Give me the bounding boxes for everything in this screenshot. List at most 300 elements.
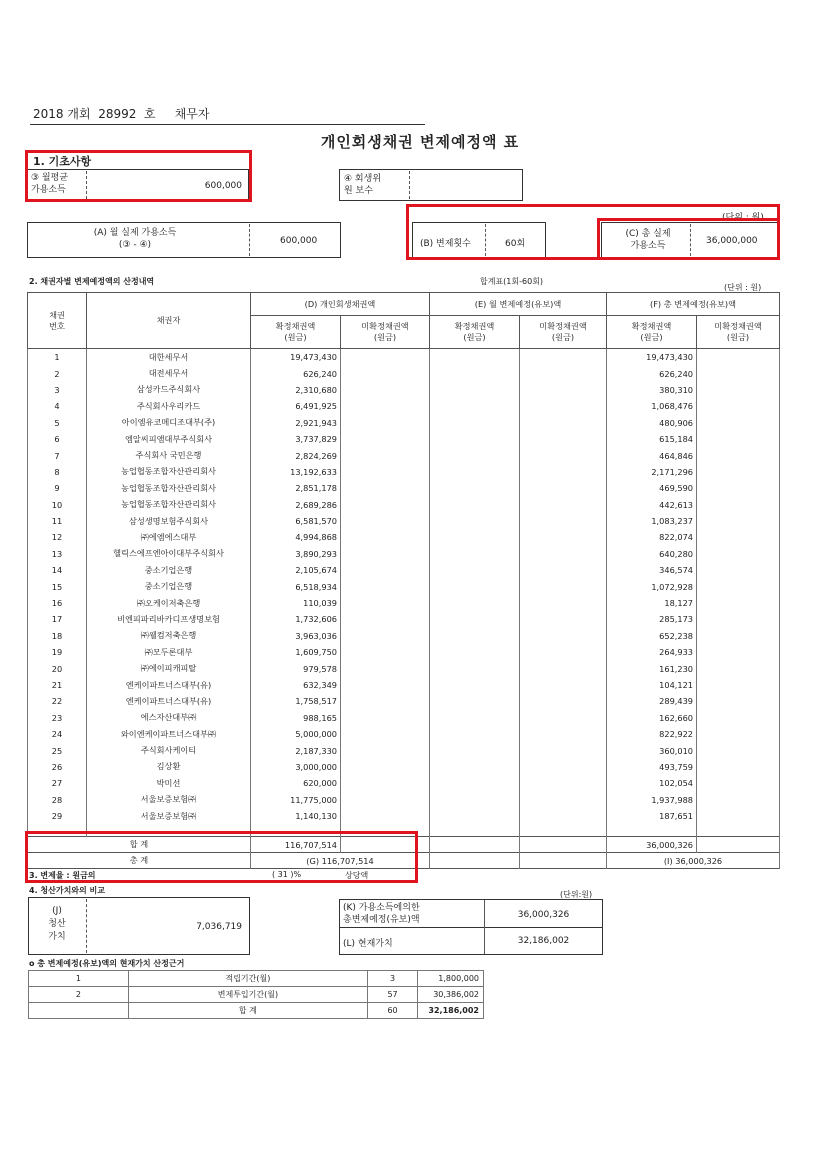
row-monthly-unconfirmed — [520, 611, 607, 627]
row-total-confirmed: 1,072,928 — [607, 578, 697, 594]
sum-d: 116,707,514 — [251, 837, 341, 853]
row-total-confirmed: 480,906 — [607, 415, 697, 431]
c-value: 36,000,000 — [706, 236, 758, 246]
sub-confirmed: 확정채권액 (원금) — [251, 316, 341, 349]
sum-f: 36,000,326 — [607, 837, 697, 853]
k-value: 36,000,326 — [517, 910, 570, 920]
row-unconfirmed-amount — [341, 677, 430, 693]
row-monthly-confirmed — [430, 447, 520, 463]
row-total-confirmed: 640,280 — [607, 546, 697, 562]
table-row — [28, 660, 780, 676]
row-total-confirmed: 162,660 — [607, 710, 697, 726]
plan-row — [29, 971, 484, 987]
row-monthly-unconfirmed — [520, 562, 607, 578]
row-no: 12 — [28, 529, 87, 545]
row-confirmed-amount: 620,000 — [251, 775, 341, 791]
row-no: 11 — [28, 513, 87, 529]
row-creditor: 중소기업은행 — [87, 578, 251, 594]
row-total-unconfirmed — [697, 611, 780, 627]
row-total-confirmed: 1,068,476 — [607, 398, 697, 414]
row-unconfirmed-amount — [341, 578, 430, 594]
row-no: 9 — [28, 480, 87, 496]
row-monthly-confirmed — [430, 578, 520, 594]
row-confirmed-amount: 6,581,570 — [251, 513, 341, 529]
table-row — [28, 578, 780, 594]
row-no: 18 — [28, 628, 87, 644]
section4-unit: (단위:원) — [560, 890, 593, 899]
table-row — [28, 546, 780, 562]
row-monthly-confirmed — [430, 644, 520, 660]
table-row — [28, 775, 780, 791]
row-total-confirmed: 264,933 — [607, 644, 697, 660]
table-row — [28, 562, 780, 578]
row-no: 25 — [28, 742, 87, 758]
row-monthly-confirmed — [430, 595, 520, 611]
row-creditor: ㈜에엠에스대부 — [87, 529, 251, 545]
row-no: 17 — [28, 611, 87, 627]
row-total-unconfirmed — [697, 529, 780, 545]
row-total-unconfirmed — [697, 415, 780, 431]
row-creditor: 박미선 — [87, 775, 251, 791]
row-monthly-confirmed — [430, 611, 520, 627]
row-total-unconfirmed — [697, 742, 780, 758]
row-no: 13 — [28, 546, 87, 562]
row-no: 16 — [28, 595, 87, 611]
divider — [86, 899, 87, 953]
row-unconfirmed-amount — [341, 464, 430, 480]
table-row — [28, 611, 780, 627]
row-no: 23 — [28, 710, 87, 726]
row-creditor: 와이엔케이파트너스대부㈜ — [87, 726, 251, 742]
row-total-unconfirmed — [697, 792, 780, 808]
row-creditor: 헬릭스에프엔아이대부주식회사 — [87, 546, 251, 562]
row-creditor: 대전세무서 — [87, 365, 251, 381]
j-value: 7,036,719 — [196, 922, 242, 932]
row-creditor: 대한세무서 — [87, 349, 251, 366]
table-row — [28, 595, 780, 611]
row-monthly-unconfirmed — [520, 349, 607, 366]
row-no: 24 — [28, 726, 87, 742]
row-total-confirmed: 626,240 — [607, 365, 697, 381]
plan-row-months: 57 — [368, 987, 418, 1003]
row-total-confirmed: 18,127 — [607, 595, 697, 611]
row-no: 28 — [28, 792, 87, 808]
row-unconfirmed-amount — [341, 710, 430, 726]
row-confirmed-amount: 2,310,680 — [251, 382, 341, 398]
row-monthly-confirmed — [430, 562, 520, 578]
sub-unconfirmed: 미확정채권액 (원금) — [697, 316, 780, 349]
table-row — [28, 677, 780, 693]
row-total-unconfirmed — [697, 693, 780, 709]
section2-title: 2. 채권자별 변제예정액의 산정내역 — [29, 277, 155, 286]
plan-total-amount: 32,186,002 — [418, 1003, 484, 1019]
row-confirmed-amount: 110,039 — [251, 595, 341, 611]
table-row — [28, 742, 780, 758]
row-total-unconfirmed — [697, 628, 780, 644]
row-creditor: 에스자산대부㈜ — [87, 710, 251, 726]
row-monthly-unconfirmed — [520, 431, 607, 447]
row-creditor: 서울보증보험㈜ — [87, 808, 251, 824]
row-confirmed-amount: 6,518,934 — [251, 578, 341, 594]
row-confirmed-amount: 3,737,829 — [251, 431, 341, 447]
page-title: 개인회생채권 변제예정액 표 — [320, 133, 520, 151]
row-monthly-confirmed — [430, 775, 520, 791]
row-unconfirmed-amount — [341, 792, 430, 808]
row-total-confirmed: 442,613 — [607, 497, 697, 513]
row-total-unconfirmed — [697, 480, 780, 496]
row-unconfirmed-amount — [341, 808, 430, 824]
row-creditor: 삼성카드주식회사 — [87, 382, 251, 398]
col-header-e: (E) 월 변제예정(유보)액 — [430, 293, 607, 316]
table-row — [28, 398, 780, 414]
row-monthly-unconfirmed — [520, 693, 607, 709]
row-monthly-confirmed — [430, 677, 520, 693]
row-no: 29 — [28, 808, 87, 824]
case-year: 2018 — [33, 107, 64, 121]
section4-title: 4. 청산가치와의 비교 — [29, 886, 105, 895]
row-creditor: ㈜모두론대부 — [87, 644, 251, 660]
row-creditor: 중소기업은행 — [87, 562, 251, 578]
row-creditor: 주식회사우리카드 — [87, 398, 251, 414]
row-total-unconfirmed — [697, 513, 780, 529]
row-confirmed-amount: 5,000,000 — [251, 726, 341, 742]
row-monthly-unconfirmed — [520, 365, 607, 381]
row-monthly-confirmed — [430, 726, 520, 742]
row-total-confirmed: 2,171,296 — [607, 464, 697, 480]
trustee-fee-label: ④ 회생위 원 보수 — [344, 174, 382, 196]
row-monthly-unconfirmed — [520, 742, 607, 758]
row-total-confirmed: 19,473,430 — [607, 349, 697, 366]
case-type: 개회 — [67, 107, 91, 121]
row-no: 5 — [28, 415, 87, 431]
row-unconfirmed-amount — [341, 349, 430, 366]
row-monthly-confirmed — [430, 660, 520, 676]
row-monthly-unconfirmed — [520, 628, 607, 644]
row-unconfirmed-amount — [341, 726, 430, 742]
row-creditor: 농업협동조합자산관리회사 — [87, 480, 251, 496]
row-unconfirmed-amount — [341, 497, 430, 513]
creditor-table — [27, 292, 780, 869]
case-header — [33, 105, 209, 122]
plan-row-label: 적립기간(월) — [128, 971, 367, 987]
row-monthly-unconfirmed — [520, 775, 607, 791]
row-confirmed-amount: 13,192,633 — [251, 464, 341, 480]
row-monthly-unconfirmed — [520, 464, 607, 480]
table-row — [28, 644, 780, 660]
table-row — [28, 759, 780, 775]
row-no: 19 — [28, 644, 87, 660]
col-header-f: (F) 총 변제예정(유보)액 — [607, 293, 780, 316]
row-creditor: 주식회사 국민은행 — [87, 447, 251, 463]
row-total-unconfirmed — [697, 464, 780, 480]
k-label: (K) 가용소득에의한 총변제예정(유보)액 — [343, 903, 420, 925]
row-unconfirmed-amount — [341, 382, 430, 398]
row-total-confirmed: 469,590 — [607, 480, 697, 496]
row-creditor: 서울보증보험㈜ — [87, 792, 251, 808]
row-total-unconfirmed — [697, 365, 780, 381]
section1-title: 1. 기초사항 — [33, 155, 92, 168]
plan-row-amount: 1,800,000 — [418, 971, 484, 987]
row-monthly-confirmed — [430, 497, 520, 513]
b-label: (B) 변제횟수 — [420, 239, 471, 249]
plan-total-months: 60 — [368, 1003, 418, 1019]
row-creditor: 삼성생명보험주식회사 — [87, 513, 251, 529]
l-value: 32,186,002 — [517, 936, 570, 946]
row-no: 1 — [28, 349, 87, 366]
row-no: 3 — [28, 382, 87, 398]
row-monthly-unconfirmed — [520, 808, 607, 824]
row-confirmed-amount: 2,824,269 — [251, 447, 341, 463]
sum-label: 합 계 — [28, 837, 251, 853]
row-total-unconfirmed — [697, 644, 780, 660]
plan-title: o 총 변제예정(유보)액의 현재가치 산정근거 — [29, 959, 185, 968]
row-total-unconfirmed — [697, 677, 780, 693]
row-confirmed-amount: 979,578 — [251, 660, 341, 676]
row-no: 15 — [28, 578, 87, 594]
row-unconfirmed-amount — [341, 660, 430, 676]
table-row — [28, 628, 780, 644]
row-no: 21 — [28, 677, 87, 693]
row-total-unconfirmed — [697, 775, 780, 791]
section3-label: 3. 변제율 : 원금의 — [29, 871, 96, 880]
row-monthly-confirmed — [430, 464, 520, 480]
row-monthly-confirmed — [430, 710, 520, 726]
row-total-unconfirmed — [697, 447, 780, 463]
row-creditor: 엔케이파트너스대부(유) — [87, 693, 251, 709]
row-unconfirmed-amount — [341, 693, 430, 709]
row-monthly-confirmed — [430, 792, 520, 808]
total-label: 총 계 — [28, 853, 251, 869]
row-creditor: 엔케이파트너스대부(유) — [87, 677, 251, 693]
row-creditor: ㈜웰컴저축은행 — [87, 628, 251, 644]
row-creditor: 김상환 — [87, 759, 251, 775]
row-creditor: 주식회사케이티 — [87, 742, 251, 758]
row-creditor: 비엔피파리바카디프생명보험 — [87, 611, 251, 627]
row-monthly-confirmed — [430, 628, 520, 644]
row-monthly-confirmed — [430, 808, 520, 824]
row-confirmed-amount: 6,491,925 — [251, 398, 341, 414]
plan-table — [28, 970, 484, 1019]
row-monthly-unconfirmed — [520, 726, 607, 742]
total-f: (I) 36,000,326 — [607, 853, 780, 869]
row-total-confirmed: 380,310 — [607, 382, 697, 398]
l-label: (L) 현재가치 — [343, 939, 393, 949]
plan-row — [29, 987, 484, 1003]
row-unconfirmed-amount — [341, 742, 430, 758]
row-monthly-unconfirmed — [520, 660, 607, 676]
row-total-unconfirmed — [697, 497, 780, 513]
divider — [484, 900, 485, 954]
row-monthly-unconfirmed — [520, 480, 607, 496]
row-total-confirmed: 346,574 — [607, 562, 697, 578]
table-row — [28, 349, 780, 366]
row-confirmed-amount: 3,963,036 — [251, 628, 341, 644]
row-monthly-unconfirmed — [520, 447, 607, 463]
row-monthly-unconfirmed — [520, 578, 607, 594]
row-creditor: 아이엠유코메디조대부(주) — [87, 415, 251, 431]
row-total-unconfirmed — [697, 562, 780, 578]
c-label: (C) 총 실제 가용소득 — [625, 229, 671, 251]
debtor-role: 채무자 — [174, 107, 210, 121]
row-total-unconfirmed — [697, 726, 780, 742]
row-unconfirmed-amount — [341, 595, 430, 611]
row-monthly-unconfirmed — [520, 529, 607, 545]
row-confirmed-amount: 4,994,868 — [251, 529, 341, 545]
highlight-total-income — [597, 218, 780, 260]
row-monthly-unconfirmed — [520, 710, 607, 726]
row-total-confirmed: 822,074 — [607, 529, 697, 545]
row-total-confirmed: 104,121 — [607, 677, 697, 693]
row-total-confirmed: 187,651 — [607, 808, 697, 824]
section2-unit: (단위 : 원) — [724, 283, 762, 292]
row-no: 10 — [28, 497, 87, 513]
plan-row-months: 3 — [368, 971, 418, 987]
table-row — [28, 480, 780, 496]
row-unconfirmed-amount — [341, 759, 430, 775]
plan-row-amount: 30,386,002 — [418, 987, 484, 1003]
row-unconfirmed-amount — [341, 775, 430, 791]
table-row — [28, 382, 780, 398]
row-monthly-confirmed — [430, 349, 520, 366]
a-value: 600,000 — [280, 236, 318, 246]
row-confirmed-amount: 1,758,517 — [251, 693, 341, 709]
row-no: 6 — [28, 431, 87, 447]
row-monthly-confirmed — [430, 546, 520, 562]
row-monthly-unconfirmed — [520, 398, 607, 414]
row-confirmed-amount: 11,775,000 — [251, 792, 341, 808]
row-confirmed-amount: 3,890,293 — [251, 546, 341, 562]
monthly-income-label: ③ 월평균 가용소득 — [31, 173, 69, 195]
row-monthly-unconfirmed — [520, 792, 607, 808]
plan-row-no: 2 — [29, 987, 129, 1003]
row-unconfirmed-amount — [341, 431, 430, 447]
row-total-unconfirmed — [697, 382, 780, 398]
row-total-confirmed: 285,173 — [607, 611, 697, 627]
table-row — [28, 365, 780, 381]
row-monthly-confirmed — [430, 693, 520, 709]
row-monthly-unconfirmed — [520, 497, 607, 513]
table-row — [28, 808, 780, 824]
row-no: 14 — [28, 562, 87, 578]
row-confirmed-amount: 988,165 — [251, 710, 341, 726]
row-unconfirmed-amount — [341, 562, 430, 578]
row-monthly-confirmed — [430, 382, 520, 398]
plan-row-label: 변제투입기간(월) — [128, 987, 367, 1003]
row-monthly-confirmed — [430, 742, 520, 758]
row-confirmed-amount: 3,000,000 — [251, 759, 341, 775]
row-creditor: 농업협동조합자산관리회사 — [87, 464, 251, 480]
row-no: 2 — [28, 365, 87, 381]
row-total-confirmed: 464,846 — [607, 447, 697, 463]
row-total-unconfirmed — [697, 710, 780, 726]
row-monthly-confirmed — [430, 415, 520, 431]
table-row — [28, 513, 780, 529]
row-confirmed-amount: 1,140,130 — [251, 808, 341, 824]
table-row — [28, 693, 780, 709]
row-creditor: ㈜오케이저축은행 — [87, 595, 251, 611]
row-total-unconfirmed — [697, 349, 780, 366]
row-unconfirmed-amount — [341, 644, 430, 660]
row-unconfirmed-amount — [341, 447, 430, 463]
row-monthly-unconfirmed — [520, 546, 607, 562]
highlight-monthly-income — [25, 150, 252, 202]
row-total-confirmed: 615,184 — [607, 431, 697, 447]
unit-label: (단위 : 원) — [722, 213, 764, 223]
row-no: 27 — [28, 775, 87, 791]
row-monthly-unconfirmed — [520, 677, 607, 693]
row-unconfirmed-amount — [341, 365, 430, 381]
row-total-confirmed: 360,010 — [607, 742, 697, 758]
b-value: 60회 — [505, 239, 526, 249]
section3-suffix: 상당액 — [345, 871, 369, 880]
row-confirmed-amount: 1,732,606 — [251, 611, 341, 627]
row-no: 8 — [28, 464, 87, 480]
row-no: 20 — [28, 660, 87, 676]
row-confirmed-amount: 2,689,286 — [251, 497, 341, 513]
row-unconfirmed-amount — [341, 628, 430, 644]
row-total-unconfirmed — [697, 808, 780, 824]
row-confirmed-amount: 2,921,943 — [251, 415, 341, 431]
row-monthly-unconfirmed — [520, 595, 607, 611]
total-d: (G) 116,707,514 — [251, 853, 430, 869]
col-header-no: 채권 번호 — [28, 293, 87, 349]
highlight-totals — [25, 831, 418, 883]
row-unconfirmed-amount — [341, 529, 430, 545]
row-monthly-confirmed — [430, 398, 520, 414]
row-total-confirmed: 161,230 — [607, 660, 697, 676]
row-monthly-confirmed — [430, 480, 520, 496]
row-monthly-unconfirmed — [520, 759, 607, 775]
row-no: 7 — [28, 447, 87, 463]
a-label: (A) 월 실제 가용소득 (③ - ④) — [93, 228, 177, 250]
case-suffix: 호 — [144, 107, 156, 121]
row-total-unconfirmed — [697, 759, 780, 775]
row-unconfirmed-amount — [341, 415, 430, 431]
table-row — [28, 447, 780, 463]
row-confirmed-amount: 19,473,430 — [251, 349, 341, 366]
j-label: (J) 청산 가치 — [48, 906, 66, 942]
row-monthly-confirmed — [430, 431, 520, 447]
table-row — [28, 710, 780, 726]
row-total-confirmed: 493,759 — [607, 759, 697, 775]
row-total-confirmed: 102,054 — [607, 775, 697, 791]
row-total-confirmed: 1,937,988 — [607, 792, 697, 808]
row-confirmed-amount: 2,105,674 — [251, 562, 341, 578]
table-row — [28, 431, 780, 447]
row-total-unconfirmed — [697, 546, 780, 562]
row-monthly-confirmed — [430, 513, 520, 529]
case-number: 28992 — [98, 107, 137, 121]
table-row — [28, 497, 780, 513]
row-total-confirmed: 822,922 — [607, 726, 697, 742]
row-unconfirmed-amount — [341, 513, 430, 529]
row-confirmed-amount: 2,187,330 — [251, 742, 341, 758]
sub-confirmed: 확정채권액 (원금) — [607, 316, 697, 349]
row-unconfirmed-amount — [341, 611, 430, 627]
row-monthly-confirmed — [430, 529, 520, 545]
row-total-unconfirmed — [697, 595, 780, 611]
table-row — [28, 726, 780, 742]
monthly-income-value: 600,000 — [204, 181, 242, 191]
row-confirmed-amount: 626,240 — [251, 365, 341, 381]
divider — [249, 224, 250, 256]
row-confirmed-amount: 632,349 — [251, 677, 341, 693]
row-monthly-confirmed — [430, 365, 520, 381]
sub-unconfirmed: 미확정채권액 (원금) — [341, 316, 430, 349]
sub-unconfirmed: 미확정채권액 (원금) — [520, 316, 607, 349]
row-no: 4 — [28, 398, 87, 414]
divider — [409, 171, 410, 199]
